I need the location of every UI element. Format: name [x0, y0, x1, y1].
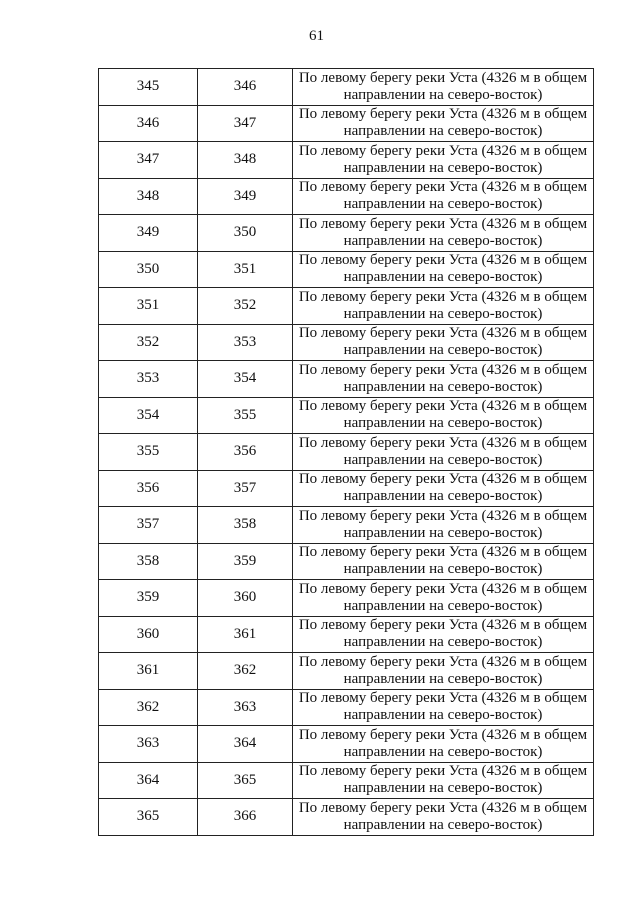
description-line-2: направлении на северо-восток) [343, 597, 543, 614]
point-to-cell: 353 [198, 324, 293, 361]
point-to-cell: 357 [198, 470, 293, 507]
boundary-description-cell [293, 507, 594, 544]
point-from-cell: 360 [99, 616, 198, 653]
table-row [99, 397, 594, 434]
boundary-description-cell [293, 543, 594, 580]
description-line-1: По левому берегу реки Уста (4326 м в общем [298, 653, 588, 670]
point-to-cell: 355 [198, 397, 293, 434]
table-row [99, 69, 594, 106]
point-from-cell: 355 [99, 434, 198, 471]
description-line-1: По левому берегу реки Уста (4326 м в общем [298, 106, 588, 123]
description-line-2: направлении на северо-восток) [343, 269, 543, 286]
point-from-cell: 346 [99, 105, 198, 142]
table-row [99, 616, 594, 653]
table-row [99, 178, 594, 215]
description-line-2: направлении на северо-восток) [343, 378, 543, 395]
point-from-cell: 358 [99, 543, 198, 580]
point-from-cell: 345 [99, 69, 198, 106]
point-to-cell: 361 [198, 616, 293, 653]
page-number: 61 [309, 28, 324, 44]
table-row [99, 507, 594, 544]
boundary-description-cell [293, 689, 594, 726]
point-from-cell: 362 [99, 689, 198, 726]
description-line-1: По левому берегу реки Уста (4326 м в общем [298, 325, 588, 342]
boundary-description-cell [293, 799, 594, 836]
description-line-2: направлении на северо-восток) [343, 305, 543, 322]
table-row [99, 361, 594, 398]
description-line-1: По левому берегу реки Уста (4326 м в общем [298, 507, 588, 524]
boundary-description-cell [293, 726, 594, 763]
boundary-description-cell [293, 215, 594, 252]
boundary-description-cell [293, 580, 594, 617]
table-row [99, 434, 594, 471]
description-line-2: направлении на северо-восток) [343, 232, 543, 249]
description-line-2: направлении на северо-восток) [343, 561, 543, 578]
description-line-1: По левому берегу реки Уста (4326 м в общем [298, 799, 588, 816]
boundary-description-cell [293, 361, 594, 398]
description-line-1: По левому берегу реки Уста (4326 м в общем [298, 215, 588, 232]
point-from-cell: 365 [99, 799, 198, 836]
description-line-1: По левому берегу реки Уста (4326 м в общем [298, 544, 588, 561]
point-to-cell: 354 [198, 361, 293, 398]
table-row [99, 470, 594, 507]
boundary-description-cell [293, 251, 594, 288]
boundary-description-cell [293, 69, 594, 106]
point-to-cell: 347 [198, 105, 293, 142]
point-from-cell: 353 [99, 361, 198, 398]
point-to-cell: 358 [198, 507, 293, 544]
table-row [99, 580, 594, 617]
description-line-1: По левому берегу реки Уста (4326 м в общем [298, 617, 588, 634]
description-line-1: По левому берегу реки Уста (4326 м в общем [298, 288, 588, 305]
point-to-cell: 351 [198, 251, 293, 288]
point-to-cell: 352 [198, 288, 293, 325]
boundary-description-cell [293, 288, 594, 325]
point-from-cell: 356 [99, 470, 198, 507]
description-line-1: По левому берегу реки Уста (4326 м в общем [298, 690, 588, 707]
description-line-1: По левому берегу реки Уста (4326 м в общем [298, 763, 588, 780]
boundary-description-cell [293, 653, 594, 690]
point-to-cell: 359 [198, 543, 293, 580]
point-from-cell: 347 [99, 142, 198, 179]
table-row [99, 288, 594, 325]
description-line-1: По левому берегу реки Уста (4326 м в общем [298, 252, 588, 269]
table-row [99, 215, 594, 252]
point-from-cell: 349 [99, 215, 198, 252]
boundary-table [98, 68, 594, 836]
point-to-cell: 346 [198, 69, 293, 106]
boundary-description-cell [293, 470, 594, 507]
table-row [99, 799, 594, 836]
point-to-cell: 349 [198, 178, 293, 215]
point-from-cell: 359 [99, 580, 198, 617]
point-from-cell: 354 [99, 397, 198, 434]
description-line-2: направлении на северо-восток) [343, 743, 543, 760]
description-line-1: По левому берегу реки Уста (4326 м в общем [298, 580, 588, 597]
boundary-description-cell [293, 397, 594, 434]
point-from-cell: 348 [99, 178, 198, 215]
description-line-1: По левому берегу реки Уста (4326 м в общем [298, 434, 588, 451]
description-line-2: направлении на северо-восток) [343, 634, 543, 651]
description-line-1: По левому берегу реки Уста (4326 м в общем [298, 398, 588, 415]
description-line-1: По левому берегу реки Уста (4326 м в общем [298, 726, 588, 743]
point-from-cell: 357 [99, 507, 198, 544]
boundary-description-cell [293, 142, 594, 179]
point-from-cell: 350 [99, 251, 198, 288]
point-from-cell: 351 [99, 288, 198, 325]
boundary-description-cell [293, 105, 594, 142]
description-line-2: направлении на северо-восток) [343, 159, 543, 176]
description-line-1: По левому берегу реки Уста (4326 м в общем [298, 471, 588, 488]
point-to-cell: 363 [198, 689, 293, 726]
point-to-cell: 350 [198, 215, 293, 252]
table-body [99, 69, 594, 836]
description-line-2: направлении на северо-восток) [343, 342, 543, 359]
description-line-2: направлении на северо-восток) [343, 488, 543, 505]
description-line-1: По левому берегу реки Уста (4326 м в общем [298, 179, 588, 196]
description-line-2: направлении на северо-восток) [343, 816, 543, 833]
table-row [99, 142, 594, 179]
point-to-cell: 362 [198, 653, 293, 690]
point-to-cell: 356 [198, 434, 293, 471]
description-line-2: направлении на северо-восток) [343, 451, 543, 468]
description-line-2: направлении на северо-восток) [343, 86, 543, 103]
point-from-cell: 361 [99, 653, 198, 690]
point-from-cell: 363 [99, 726, 198, 763]
point-to-cell: 366 [198, 799, 293, 836]
table-row [99, 689, 594, 726]
boundary-description-cell [293, 324, 594, 361]
point-to-cell: 364 [198, 726, 293, 763]
description-line-1: По левому берегу реки Уста (4326 м в общем [298, 361, 588, 378]
description-line-2: направлении на северо-восток) [343, 415, 543, 432]
boundary-description-cell [293, 616, 594, 653]
description-line-1: По левому берегу реки Уста (4326 м в общем [298, 69, 588, 86]
table-row [99, 726, 594, 763]
description-line-1: По левому берегу реки Уста (4326 м в общем [298, 142, 588, 159]
point-to-cell: 365 [198, 762, 293, 799]
description-line-2: направлении на северо-восток) [343, 196, 543, 213]
point-from-cell: 364 [99, 762, 198, 799]
description-line-2: направлении на северо-восток) [343, 123, 543, 140]
table-row [99, 251, 594, 288]
table-row [99, 762, 594, 799]
description-line-2: направлении на северо-восток) [343, 780, 543, 797]
point-from-cell: 352 [99, 324, 198, 361]
point-to-cell: 348 [198, 142, 293, 179]
description-line-2: направлении на северо-восток) [343, 524, 543, 541]
table-row [99, 653, 594, 690]
description-line-2: направлении на северо-восток) [343, 707, 543, 724]
table-row [99, 324, 594, 361]
description-line-2: направлении на северо-восток) [343, 670, 543, 687]
boundary-description-cell [293, 178, 594, 215]
table-row [99, 543, 594, 580]
boundary-description-cell [293, 434, 594, 471]
point-to-cell: 360 [198, 580, 293, 617]
boundary-description-cell [293, 762, 594, 799]
table-row [99, 105, 594, 142]
